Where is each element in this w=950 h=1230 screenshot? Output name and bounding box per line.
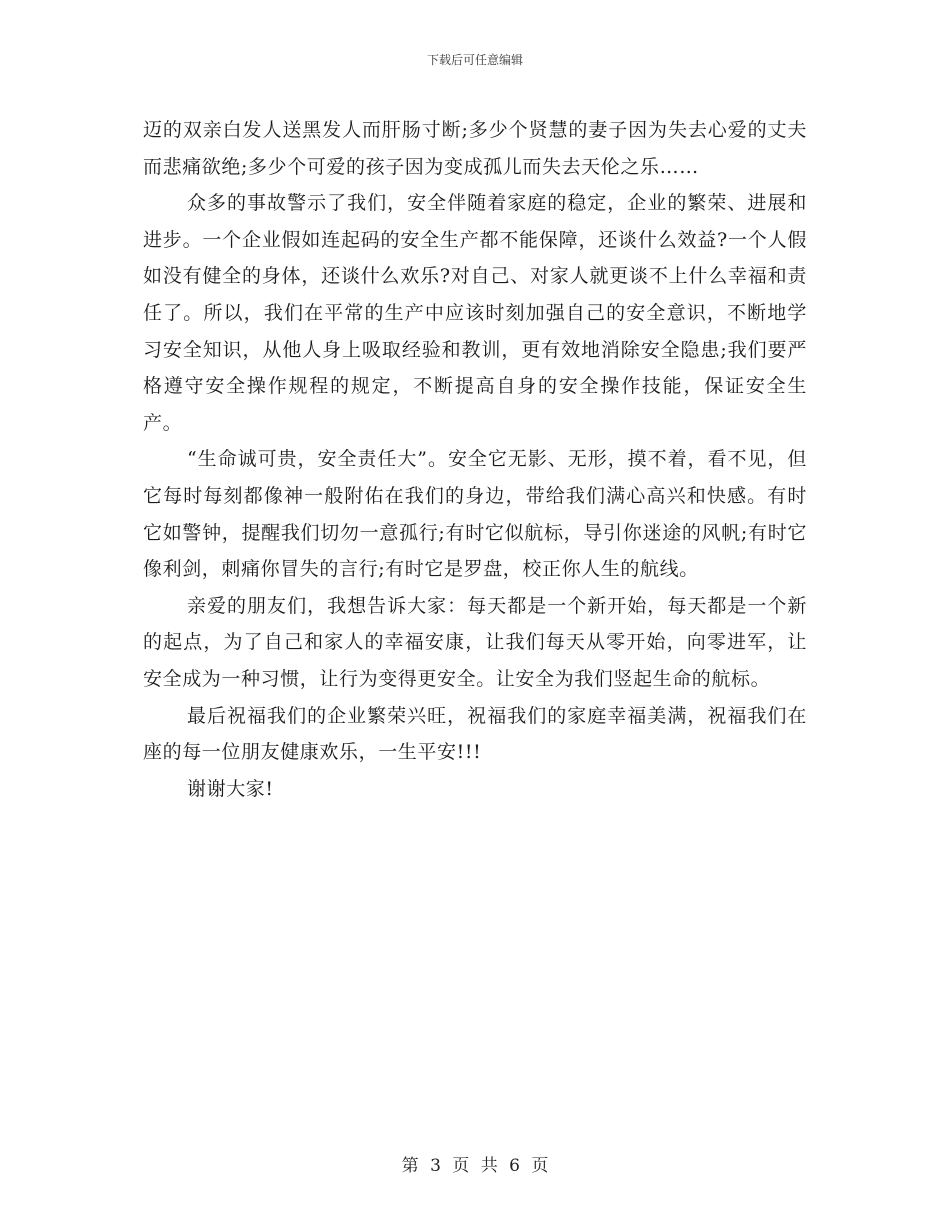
page-header: 下载后可任意编辑 — [426, 53, 523, 67]
paragraph-dear-friends: 亲爱的朋友们，我想告诉大家：每天都是一个新开始，每天都是一个新的起点，为了自己和家人的幸福安康，让我们每天从零开始，向零进军，让安全成为一种习惯，让行为变得更安全。让安全为我们竖起生命的航标。 — [143, 594, 807, 690]
paragraph-blessing: 最后祝福我们的企业繁荣兴旺，祝福我们的家庭幸福美满，祝福我们在座的每一位朋友健康欢乐，一生平安!!! — [143, 704, 807, 764]
paragraph-accident-warning: 众多的事故警示了我们，安全伴随着家庭的稳定，企业的繁荣、进展和进步。一个企业假如连起码的安全生产都不能保障，还谈什么效益?一个人假如没有健全的身体，还谈什么欢乐?对自己、对家人就更谈不上什么幸福和责任了。所以，我们在平常的生产中应该时刻加强自己的安全意识，不断地学习安全知识，从他人身上吸取经验和教训，更有效地消除安全隐患;我们要严格遵守安全操作规程的规定，不断提高自身的安全操作技能，保证安全生产。 — [143, 192, 807, 434]
paragraph-life-precious: “生命诚可贵，安全责任大”。安全它无影、无形，摸不着，看不见，但它每时每刻都像神一般附佑在我们的身边，带给我们满心高兴和快感。有时它如警钟，提醒我们切勿一意孤行;有时它似航标，导引你迷途的风帆;有时它像利剑，刺痛你冒失的言行;有时它是罗盘，校正你人生的航线。 — [143, 448, 807, 581]
document-body — [143, 112, 807, 807]
paragraph-continuation: 迈的双亲白发人送黑发人而肝肠寸断;多少个贤慧的妻子因为失去心爱的丈夫而悲痛欲绝;多少个可爱的孩子因为变成孤儿而失去天伦之乐…… — [143, 119, 807, 178]
paragraph-thanks: 谢谢大家! — [187, 777, 274, 800]
page-number-footer: 第 3 页 共 6 页 — [401, 1156, 549, 1176]
